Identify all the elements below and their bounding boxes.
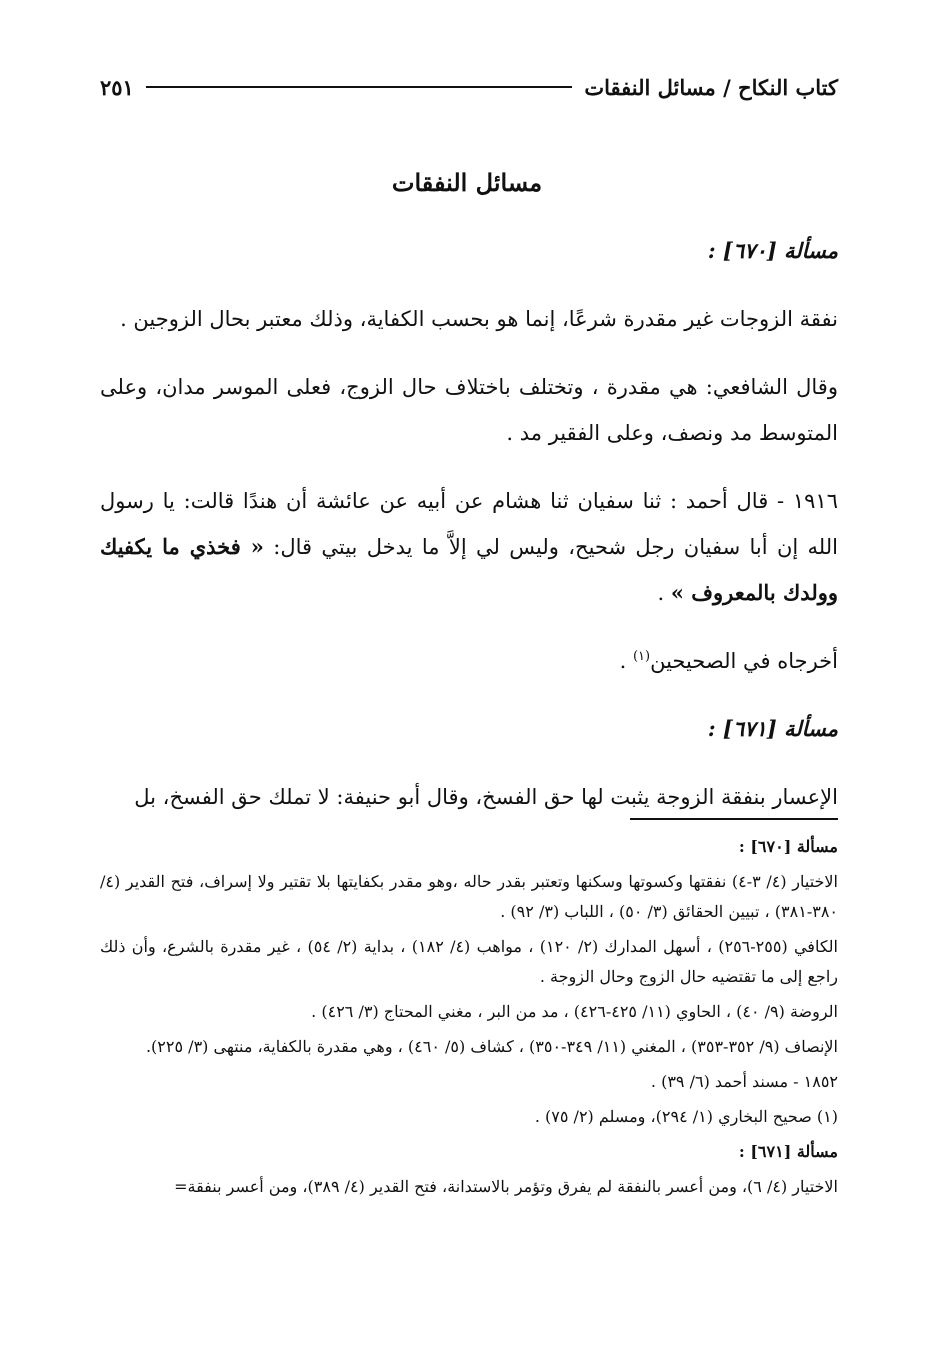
footnote-ref-1: (١) — [632, 649, 651, 664]
issue-671-heading: مسألة [٦٧١] : — [707, 716, 838, 741]
footnotes — [100, 832, 838, 1207]
footnote-670-shafii: الروضة (٩/ ٤٠) ، الحاوي (١١/ ٤٢٥-٤٢٦) ، مد من البر ، مغني المحتاج (٣/ ٤٢٦) . — [311, 1002, 838, 1021]
running-header — [100, 70, 838, 104]
issue-671-paragraph-1: الإعسار بنفقة الزوجة يثبت لها حق الفسخ، وقال أبو حنيفة: لا تملك حق الفسخ، بل — [134, 785, 838, 809]
issue-670-heading: مسألة [٦٧٠] : — [707, 238, 838, 263]
footnote-671-heading: مسألة [٦٧١] : — [738, 1142, 838, 1161]
footnote-670-hanbali: الإنصاف (٩/ ٣٥٢-٣٥٣) ، المغني (١١/ ٣٤٩-٣٥٠) ، كشاف (٥/ ٤٦٠) ، وهي مقدرة بالكفاية، منتهى (٣/ ٢٢٥). — [145, 1037, 838, 1056]
hadith-intro: ١٩١٦ - قال أحمد : ثنا سفيان ثنا هشام عن أبيه عن عائشة أن هندًا قالت: يا رسول الله إن أبا سفيان رجل شحيح، وليس لي إلاَّ ما يدخل بيتي قال: — [100, 489, 838, 559]
hadith-paragraph — [100, 478, 838, 616]
page-number: ٢٥١ — [100, 74, 134, 100]
footnote-ref-1-text: (١) صحيح البخاري (١/ ٢٩٤)، ومسلم (٢/ ٧٥) . — [534, 1107, 838, 1126]
footnote-670-heading: مسألة [٦٧٠] : — [738, 837, 838, 856]
footnote-671-hanafi: الاختيار (٤/ ٦)، ومن أعسر بالنفقة لم يفرق وتؤمر بالاستدانة، فتح القدير (٤/ ٣٨٩)، ومن أعسر بنفقة= — [174, 1177, 838, 1196]
issue-670-paragraph-2: وقال الشافعي: هي مقدرة ، وتختلف باختلاف حال الزوج، فعلى الموسر مدان، وعلى المتوسط مد ونصف، وعلى الفقير مد . — [100, 375, 838, 445]
issue-670-paragraph-4 — [100, 638, 838, 684]
header-rule — [146, 86, 573, 88]
chapter-title: مسائل النفقات — [391, 168, 543, 197]
footnote-rule — [630, 818, 838, 820]
sahihayn-end: . — [619, 649, 633, 673]
running-title: كتاب النكاح / مسائل النفقات — [584, 74, 838, 100]
hadith-end: . — [657, 581, 671, 605]
footnote-670-hanafi: الاختيار (٤/ ٣-٤) نفقتها وكسوتها وسكنها وتعتبر بقدر حاله ،وهو مقدر بكفايتها بلا تقتير ولا إسراف، فتح القدير (٤/ ٣٨٠-٣٨١) ، تبيين الحقائق (٣/ ٥٠) ، اللباب (٣/ ٩٢) . — [100, 872, 838, 921]
issue-670-paragraph-1: نفقة الزوجات غير مقدرة شرعًا، إنما هو بحسب الكفاية، وذلك معتبر بحال الزوجين . — [120, 307, 838, 331]
sahihayn-text: أخرجاه في الصحيحين — [650, 649, 838, 673]
footnote-hadith-source: ١٨٥٢ - مسند أحمد (٦/ ٣٩) . — [650, 1072, 838, 1091]
hadith-quote: « فخذي ما يكفيك وولدك بالمعروف » — [100, 534, 838, 605]
footnote-670-maliki: الكافي (٢٥٥-٢٥٦) ، أسهل المدارك (٢/ ١٢٠) ، مواهب (٤/ ١٨٢) ، بداية (٢/ ٥٤) ، غير مقدرة بالشرع، وأن ذلك راجع إلى ما تقتضيه حال الزوج وحال الزوجة . — [100, 937, 838, 986]
main-text — [100, 228, 838, 842]
